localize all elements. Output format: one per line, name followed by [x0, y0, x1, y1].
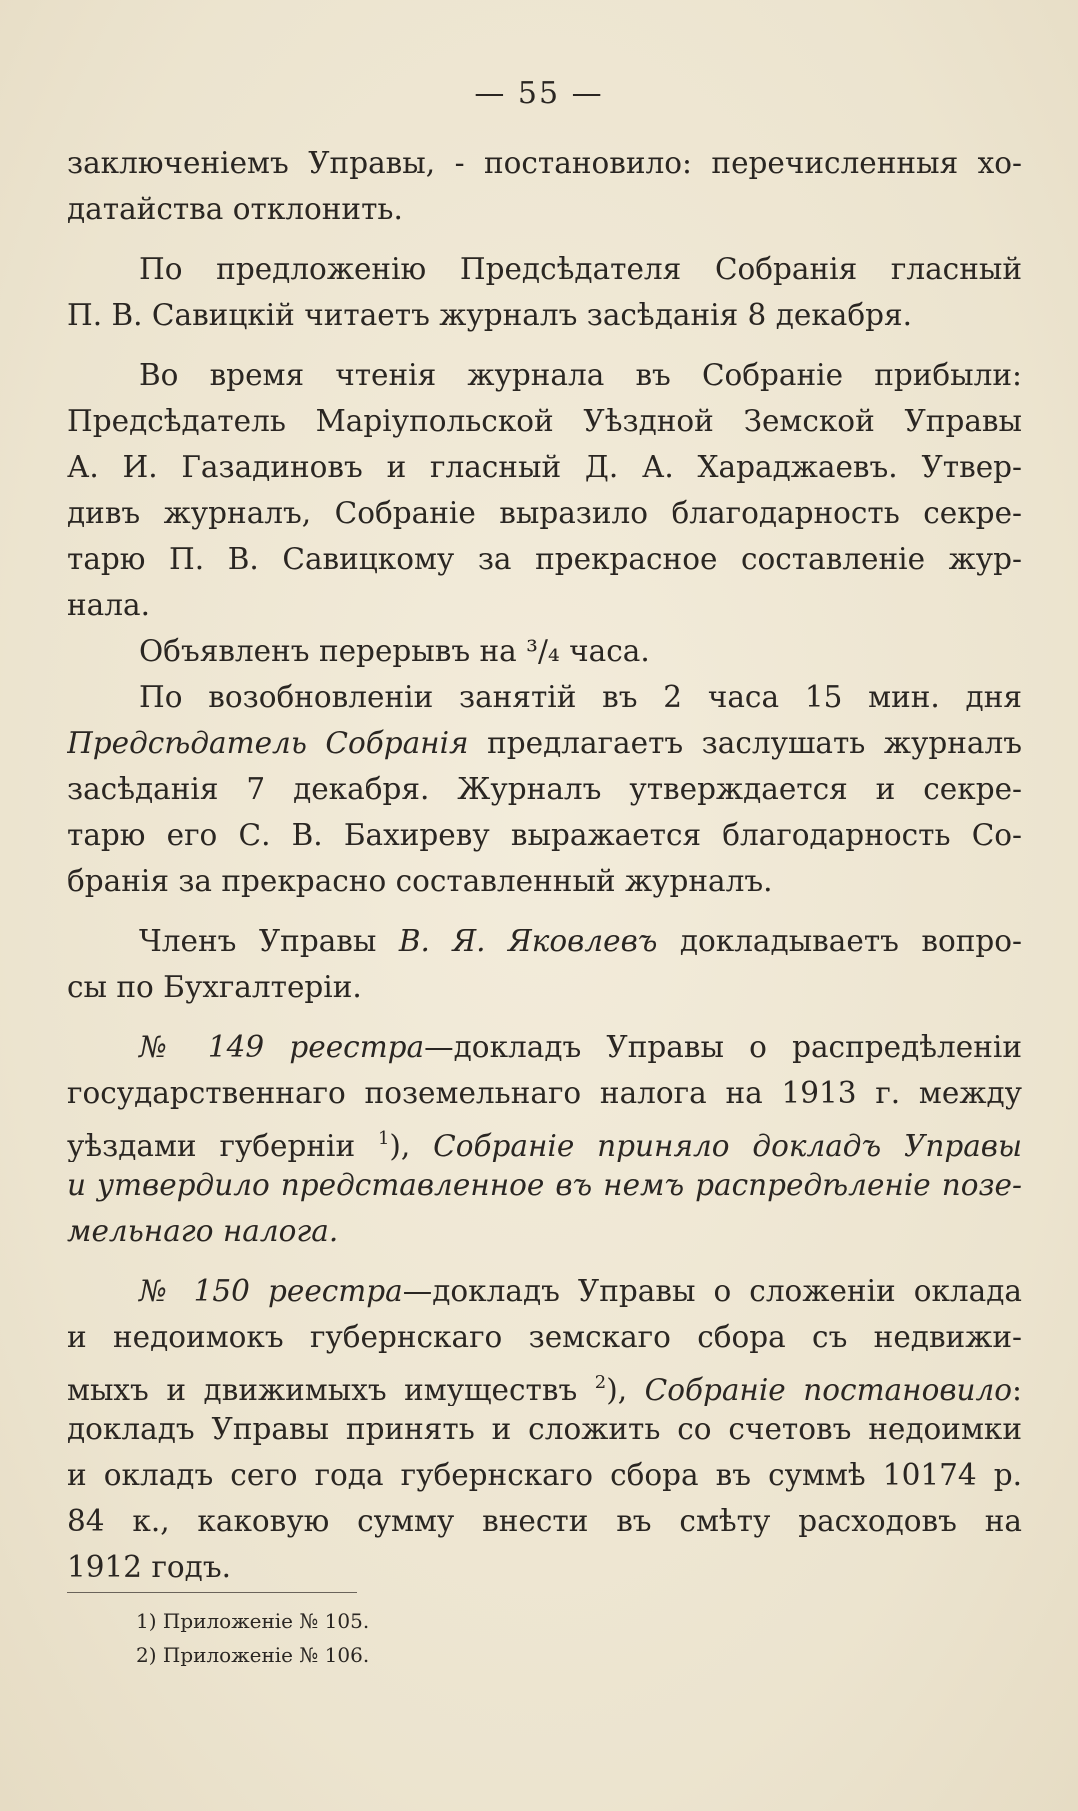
text-line: Объявленъ перерывъ на ³/₄ часа.: [139, 634, 650, 668]
text-line: докладъ Управы принять и сложить со счетовъ недоимки: [67, 1412, 1022, 1446]
text-line: Предсѣдатель Маріупольской Уѣздной Земской Управы: [67, 404, 1022, 438]
text-line: сы по Бухгалтеріи.: [67, 970, 362, 1004]
text-line: [67, 1116, 1022, 1162]
page-number: — 55 —: [474, 76, 604, 111]
footnote-divider: [67, 1592, 357, 1593]
chairman-italic: Предсѣдатель Собранія: [67, 726, 469, 760]
text-segment: уѣздами губерніи: [67, 1129, 378, 1162]
text-line: государственнаго поземельнаго налога на 1913 г. между: [67, 1076, 1022, 1110]
footnote: 2) Приложеніе № 106.: [136, 1643, 370, 1667]
text-segment: ),: [389, 1129, 434, 1162]
body-text: [67, 140, 1022, 1590]
text-line: тарю его С. В. Бахиреву выражается благодарность Со-: [67, 818, 1022, 852]
footnote-ref: 2: [594, 1372, 607, 1393]
text-line: тарю П. В. Савицкому за прекрасное составленіе жур-: [67, 542, 1022, 576]
text-line: Во время чтенія журнала въ Собраніе прибыли:: [139, 358, 1022, 392]
footnote: 1) Приложеніе № 105.: [136, 1609, 370, 1633]
text-segment: предлагаетъ заслушать журналъ: [468, 726, 1022, 760]
text-line: По возобновленіи занятій въ 2 часа 15 мин. дня: [139, 680, 1022, 714]
text-segment: докладываетъ вопро-: [657, 924, 1022, 958]
text-line: П. В. Савицкій читаетъ журналъ засѣданія 8 декабря.: [67, 298, 912, 332]
text-line: нала.: [67, 588, 150, 622]
text-line: датайства отклонить.: [67, 192, 403, 226]
text-line: А. И. Газадиновъ и гласный Д. А. Хараджаевъ. Утвер-: [67, 450, 1022, 484]
footnote-ref: 1: [377, 1128, 390, 1149]
text-line: [67, 1024, 1022, 1070]
text-line: [67, 720, 1022, 766]
text-line: заключеніемъ Управы, - постановило: перечисленныя хо-: [67, 146, 1022, 180]
text-segment: :: [1012, 1373, 1022, 1406]
text-line: мельнаго налога.: [67, 1214, 339, 1248]
text-segment: —докладъ Управы о распредѣленіи: [424, 1030, 1022, 1064]
text-line: 1912 годъ.: [67, 1550, 231, 1584]
text-segment: ),: [606, 1373, 645, 1406]
text-line: [67, 918, 1022, 964]
text-line: 84 к., каковую сумму внести въ смѣту расходовъ на: [67, 1504, 1022, 1538]
text-line: и окладъ сего года губернскаго сбора въ суммѣ 10174 р.: [67, 1458, 1022, 1492]
text-line: и недоимокъ губернскаго земскаго сбора съ недвижи-: [67, 1320, 1022, 1354]
text-segment: мыхъ и движимыхъ имуществъ: [67, 1373, 595, 1406]
resolution-italic: Собраніе постановило: [644, 1373, 1013, 1406]
registry-number-italic: № 149 реестра: [139, 1030, 425, 1064]
text-segment: —докладъ Управы о сложеніи оклада: [402, 1274, 1022, 1308]
text-line: засѣданія 7 декабря. Журналъ утверждается и секре-: [67, 772, 1022, 806]
text-line: бранія за прекрасно составленный журналъ.: [67, 864, 773, 898]
footnotes: [136, 1604, 369, 1672]
text-line: По предложенію Предсѣдателя Собранія гласный: [139, 252, 1022, 286]
text-line: [67, 1360, 1022, 1406]
registry-number-italic: № 150 реестра: [139, 1274, 403, 1308]
resolution-italic: Собраніе приняло докладъ Управы: [433, 1129, 1022, 1162]
member-name-italic: В. Я. Яковлевъ: [398, 924, 658, 958]
text-segment: Членъ Управы: [139, 924, 399, 958]
text-line: дивъ журналъ, Собраніе выразило благодарность секре-: [67, 496, 1022, 530]
text-line: и утвердило представленное въ немъ распредѣленіе позе-: [67, 1168, 1022, 1202]
text-line: [67, 1268, 1022, 1314]
